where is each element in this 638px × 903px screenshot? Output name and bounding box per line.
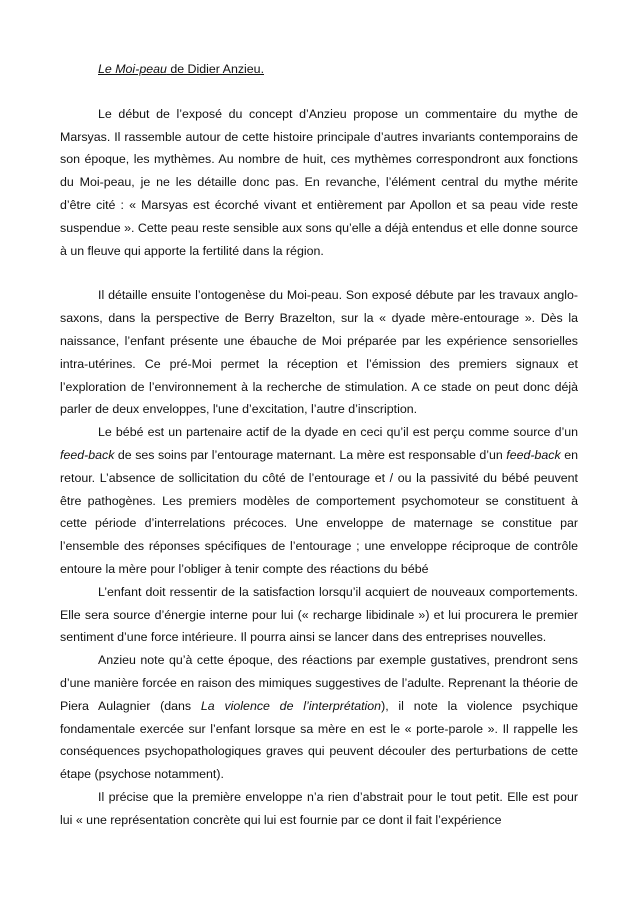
document-body [60,103,578,832]
paragraph-text: en retour. L’absence de sollicitation du côté de l’entourage et / ou la passivité du bébé peuvent être pathogènes. Les premiers modèles de comportement psychomoteur se constituent à cette période d’interrelations précoces. Une enveloppe de maternage se constitue par l’ensemble des réponses spécifiques de l’entourage ; une enveloppe réciproque de contrôle entoure la mère pour l’obliger à tenir compte des réactions du bébé [60,447,578,576]
title-author: de Didier Anzieu. [166,62,265,76]
paragraph [60,581,578,649]
italic-text: feed-back [506,447,561,462]
paragraph [60,786,578,832]
paragraph-text: Il précise que la première enveloppe n’a rien d’abstrait pour le tout petit. Elle est pour lui « une représentation concrète qui lui est fournie par ce dont il fait l’expérience [60,789,578,827]
document-title [98,58,578,81]
paragraph-text: Anzieu note qu’à cette époque, des réactions par exemple gustatives, prendront sens d’une manière forcée en raison des mimiques suggestives de l’adulte. Reprenant la théorie de Piera Aulagnier (dans [60,653,578,713]
paragraph-text: ), il note la violence psychique fondamentale exercée sur l’enfant lorsque sa mère en est le « porte-parole ». Il rappelle les conséquences psychopathologiques graves qui peuvent découler des perturbations de cette étape (psychose notamment). [60,698,579,782]
italic-text: La violence de l’interprétation [200,698,382,713]
paragraph-text: Il détaille ensuite l’ontogenèse du Moi-peau. Son exposé débute par les travaux anglo-saxons, dans la perspective de Berry Brazelton, sur la « dyade mère-entourage ». Dès la naissance, l’enfant présente une ébauche de Moi préparée par les expérience sensorielles intra-utérines. Ce pré-Moi permet la réception et l’émission des premiers signaux et l’exploration de l’environnement à la recherche de stimulation. A ce stade on peut donc déjà parler de deux enveloppes, l'une d’excitation, l’autre d’inscription. [60,288,578,417]
paragraph [60,421,578,581]
paragraph [60,103,578,263]
paragraph [60,649,578,786]
paragraph-text: Le début de l’exposé du concept d’Anzieu propose un commentaire du mythe de Marsyas. Il rassemble autour de cette histoire principale d’autres invariants contemporains de son époque, les mythèmes. Au nombre de huit, ces mythèmes correspondront aux fonctions du Moi-peau, je ne les détaille donc pas. En revanche, l’élément central du mythe mérite d’être cité : « Marsyas est écorché vivant et entièrement par Apollon et sa peau vide reste suspendue ». Cette peau reste sensible aux sons qu’elle a déjà entendus et elle donne source à un fleuve qui apporte la fertilité dans la région. [60,106,578,258]
paragraph-text: L’enfant doit ressentir de la satisfaction lorsqu’il acquiert de nouveaux comportements. Elle sera source d’énergie interne pour lui (« recharge libidinale ») et lui procurera le premier sentiment d’une force intérieure. Il pourra ainsi se lancer dans des entreprises nouvelles. [60,584,578,645]
paragraph [60,284,578,421]
paragraph-text: de ses soins par l’entourage maternant. La mère est responsable d’un [114,447,507,462]
italic-text: feed-back [60,447,115,462]
title-book-name: Le Moi-peau [98,62,167,76]
document-page [60,58,578,832]
paragraph-text: Le bébé est un partenaire actif de la dyade en ceci qu’il est perçu comme source d’un [98,425,578,440]
